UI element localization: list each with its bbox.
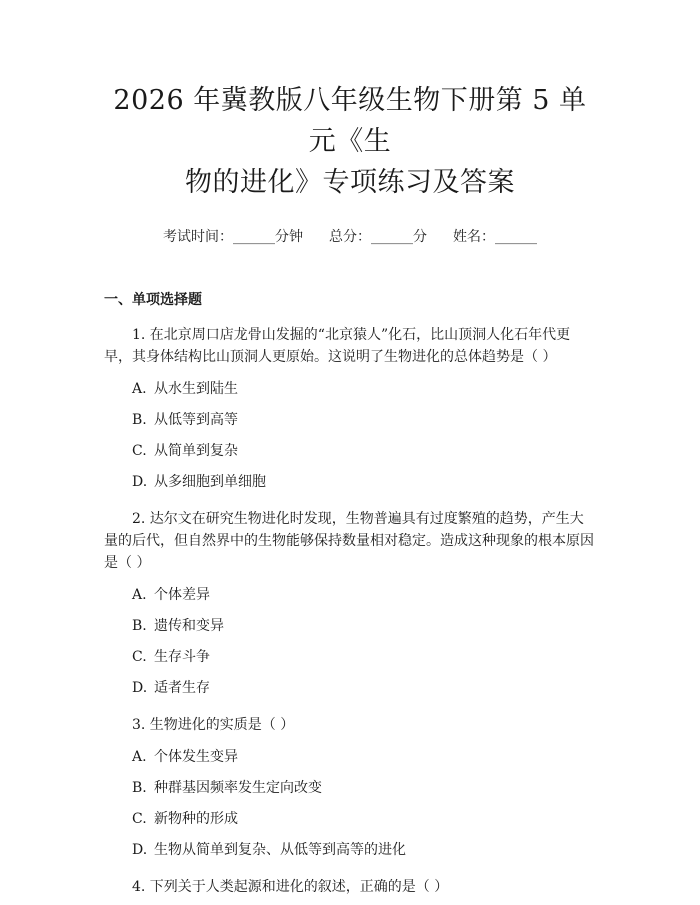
question-3-option-c: C. 新物种的形成 bbox=[132, 811, 238, 827]
title-line-2: 物的进化》专项练习及答案 bbox=[185, 167, 515, 198]
exam-score: 总分：______分 bbox=[329, 229, 427, 245]
question-3-option-d: D. 生物从简单到复杂、从低等到高等的进化 bbox=[132, 842, 406, 858]
question-3-option-a: A. 个体发生变异 bbox=[132, 749, 238, 765]
question-1-option-d: D. 从多细胞到单细胞 bbox=[132, 474, 266, 490]
question-3: 3. 生物进化的实质是（ ） bbox=[132, 717, 295, 733]
question-1: 1. 在北京周口店龙骨山发掘的“北京猿人”化石，比山顶洞人化石年代更早，其身体结构比山顶洞人更原始。这说明了生物进化的总体趋势是（ ） bbox=[104, 327, 571, 365]
title-line-1: 2026 年冀教版八年级生物下册第 5 单元《生 bbox=[113, 85, 587, 157]
question-2-option-c: C. 生存斗争 bbox=[132, 649, 210, 665]
document-title bbox=[104, 0, 596, 203]
question-2-option-d: D. 适者生存 bbox=[132, 680, 210, 696]
exam-name: 姓名：______ bbox=[453, 229, 537, 245]
question-1-option-a: A. 从水生到陆生 bbox=[132, 381, 238, 397]
exam-info bbox=[104, 227, 596, 247]
question-1-option-c: C. 从简单到复杂 bbox=[132, 443, 238, 459]
section-heading: 一、单项选择题 bbox=[104, 292, 202, 308]
question-2: 2. 达尔文在研究生物进化时发现，生物普遍具有过度繁殖的趋势，产生大量的后代，但自然界中的生物能够保持数量相对稳定。造成这种现象的根本原因是（ ） bbox=[104, 511, 594, 571]
question-4: 4. 下列关于人类起源和进化的叙述，正确的是（ ） bbox=[132, 879, 449, 895]
question-2-option-b: B. 遗传和变异 bbox=[132, 618, 224, 634]
question-3-option-b: B. 种群基因频率发生定向改变 bbox=[132, 780, 322, 796]
question-2-option-a: A. 个体差异 bbox=[132, 587, 210, 603]
question-1-option-b: B. 从低等到高等 bbox=[132, 412, 238, 428]
exam-time: 考试时间：______分钟 bbox=[163, 229, 303, 245]
